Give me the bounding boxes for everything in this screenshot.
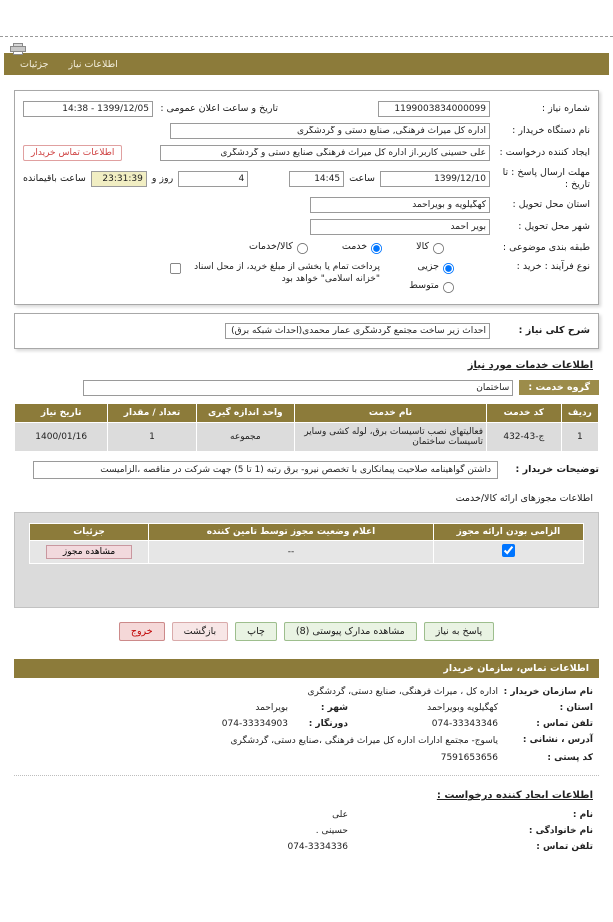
org-phone-label: تلفن تماس :: [536, 718, 593, 729]
buyer-notes-box: داشتن گواهینامه صلاحیت پیمانکاری با تخصص نیرو- برق رتبه (1 تا 5) جهت شرکت در مناقصه ،الزامیست: [33, 461, 498, 479]
need-description-label: شرح کلی نیاز :: [518, 324, 590, 336]
service-group-label: گروه خدمت :: [519, 380, 599, 395]
cell-service-name: فعالیتهای نصب تاسیسات برق، لوله کشی وسایر تاسیسات ساختمان: [295, 422, 487, 451]
creator-row: [23, 145, 590, 161]
org-postal-value: 7591653656: [440, 753, 498, 764]
print-icon[interactable]: [10, 43, 26, 58]
process-type-row: [23, 261, 590, 294]
col-service-code: کد خدمت: [487, 403, 562, 422]
exit-button[interactable]: خروج: [119, 622, 165, 641]
org-name-label: نام سازمان خریدار :: [503, 686, 593, 697]
licenses-table-header-row: [30, 523, 584, 540]
action-buttons-row: [0, 622, 613, 641]
tab-bar: [4, 53, 609, 75]
minor-radio-label: جزیی: [417, 260, 439, 272]
creator-info-block: [20, 810, 593, 852]
org-name-value: اداره کل ، میراث فرهنگی، صنایع دستی، گردشگری: [307, 686, 498, 697]
delivery-province-row: [23, 197, 590, 213]
deadline-hour-label: ساعت: [349, 172, 375, 184]
creator-phone-label: تلفن تماس :: [536, 842, 593, 853]
category-label: طبقه بندی موضوعی :: [502, 241, 590, 253]
licenses-panel: [14, 512, 599, 608]
creator-first-name-value: علی: [332, 810, 348, 821]
medium-radio-label: متوسط: [409, 279, 439, 291]
col-license-status: اعلام وضعیت مجوز توسط تامین کننده: [149, 523, 434, 540]
delivery-province-field[interactable]: [310, 197, 490, 213]
service-group-row: [14, 380, 599, 396]
process-type-label: نوع فرآیند : خرید :: [516, 260, 590, 272]
delivery-city-field[interactable]: [310, 219, 490, 235]
licenses-table: [29, 523, 584, 564]
goods-services-radio-label: کالا/خدمات: [249, 240, 293, 252]
buyer-org-field[interactable]: [170, 123, 490, 139]
org-address-label: آدرس ، نشانی :: [522, 734, 593, 745]
org-province-value: کهگیلویه وبویراحمد: [427, 702, 498, 713]
col-need-date: تاریخ نیاز: [15, 403, 108, 422]
col-service-name: نام خدمت: [295, 403, 487, 422]
treasury-checkbox[interactable]: [170, 263, 181, 274]
creator-first-name-label: نام :: [572, 810, 593, 821]
creator-label: ایجاد کننده درخواست :: [499, 147, 590, 159]
service-table-row: [15, 422, 599, 451]
col-row-number: ردیف: [561, 403, 598, 422]
process-options: [385, 261, 455, 294]
services-table: [14, 403, 599, 452]
announce-datetime-label: تاریخ و ساعت اعلان عمومی :: [160, 103, 278, 115]
view-attachments-button[interactable]: مشاهده مدارک پیوستی (8): [284, 622, 417, 641]
service-group-field[interactable]: [83, 380, 513, 396]
deadline-date-field[interactable]: [380, 171, 490, 187]
buyer-notes-label: توضیحات خریدار :: [515, 463, 599, 475]
creator-info-heading: اطلاعات ایجاد کننده درخواست :: [436, 790, 593, 802]
need-number-field[interactable]: [378, 101, 490, 117]
creator-phone-value: 074-3334336: [287, 842, 348, 853]
need-description-field[interactable]: [225, 323, 490, 339]
need-description-row: [23, 323, 590, 339]
org-address-value: یاسوج- مجتمع ادارات اداره کل میراث فرهنگی ،صنایع دستی، گردشگری: [230, 735, 498, 746]
buyer-contact-block: [20, 687, 593, 764]
buyer-contact-info-button[interactable]: اطلاعات تماس خریدار: [23, 145, 122, 161]
creator-first-name-row: [20, 810, 593, 820]
category-option-goods-services[interactable]: [249, 241, 309, 255]
category-row: [23, 241, 590, 255]
remaining-days-label: روز و: [151, 172, 174, 184]
org-postal-label: کد پستی :: [547, 753, 593, 764]
process-option-medium[interactable]: [385, 280, 455, 294]
org-city-value: بویراحمد: [255, 702, 288, 713]
top-divider: [0, 36, 613, 37]
org-name-row: [20, 687, 593, 697]
org-location-row: [20, 703, 593, 713]
creator-last-name-value: حسینی .: [315, 826, 348, 837]
goods-radio-label: کالا: [416, 240, 429, 252]
need-number-label: شماره نیاز :: [541, 103, 590, 115]
service-radio[interactable]: [371, 243, 382, 254]
buyer-org-row: [23, 123, 590, 139]
org-city-label: شهر :: [320, 702, 348, 713]
respond-to-need-button[interactable]: پاسخ به نیاز: [424, 622, 494, 641]
section-separator: [14, 775, 599, 776]
license-table-row: [30, 540, 584, 563]
creator-last-name-row: [20, 826, 593, 836]
col-license-details: جزئیات: [30, 523, 149, 540]
services-section-heading: اطلاعات خدمات مورد نیاز: [467, 359, 593, 371]
org-fax-label: دورنگار :: [308, 718, 348, 729]
cell-row-number: 1: [561, 422, 598, 451]
print-icon-tray: [13, 51, 23, 55]
medium-radio[interactable]: [443, 282, 454, 293]
tab-need-info[interactable]: اطلاعات نیاز: [68, 58, 118, 70]
cell-quantity: 1: [108, 422, 196, 451]
cell-license-required: [433, 540, 583, 563]
buyer-contact-section-header: اطلاعات تماس، سازمان خریدار: [14, 659, 599, 678]
org-postal-row: [20, 753, 593, 763]
treasury-payment-option[interactable]: [169, 261, 380, 285]
org-province-label: استان :: [559, 702, 593, 713]
minor-radio[interactable]: [443, 263, 454, 274]
org-phone-value: 074-33343346: [431, 718, 498, 729]
process-option-minor[interactable]: [385, 261, 455, 275]
need-description-box: [14, 313, 599, 349]
col-unit: واحد اندازه گیری: [196, 403, 295, 422]
view-license-button[interactable]: مشاهده مجوز: [46, 545, 132, 559]
cell-unit: مجموعه: [196, 422, 295, 451]
category-option-goods[interactable]: [416, 241, 445, 255]
buyer-org-label: نام دستگاه خریدار :: [512, 125, 590, 137]
org-address-row: [20, 735, 593, 748]
remaining-time-field[interactable]: [91, 171, 147, 187]
delivery-province-label: استان محل تحویل :: [512, 198, 590, 210]
org-phone-row: [20, 719, 593, 729]
delivery-city-label: شهر محل تحویل :: [518, 220, 590, 232]
services-table-header-row: [15, 403, 599, 422]
procurement-need-page: [0, 36, 613, 922]
delivery-city-row: [23, 219, 590, 235]
goods-radio[interactable]: [433, 243, 444, 254]
creator-field[interactable]: [160, 145, 490, 161]
cell-need-date: 1400/01/16: [15, 422, 108, 451]
print-button[interactable]: چاپ: [235, 622, 277, 641]
service-radio-label: خدمت: [341, 240, 368, 252]
remaining-time-label: ساعت باقیمانده: [23, 172, 86, 184]
buyer-notes-row: [14, 461, 599, 479]
deadline-row: [23, 167, 590, 191]
treasury-checkbox-label: پرداخت تمام یا بخشی از مبلغ خرید، از محل اسناد "خزانه اسلامی" خواهد بود: [194, 261, 380, 284]
deadline-label: مهلت ارسال پاسخ : تا تاریخ :: [502, 167, 590, 190]
creator-last-name-label: نام خانوادگی :: [528, 826, 593, 837]
cell-license-status: --: [149, 540, 434, 563]
need-number-row: [23, 101, 590, 117]
license-required-checkbox[interactable]: [502, 544, 515, 557]
tab-details[interactable]: جزئیات: [20, 58, 49, 70]
back-button[interactable]: بازگشت: [172, 622, 228, 641]
licenses-section-title: اطلاعات مجوزهای ارائه کالا/خدمت: [455, 492, 593, 504]
cell-license-details: [30, 540, 149, 563]
col-quantity: تعداد / مقدار: [108, 403, 196, 422]
col-license-required: الزامی بودن ارائه مجوز: [433, 523, 583, 540]
deadline-time-field[interactable]: [289, 171, 344, 187]
remaining-days-field[interactable]: [178, 171, 248, 187]
goods-services-radio[interactable]: [297, 243, 308, 254]
need-summary-form: [14, 90, 599, 305]
creator-phone-row: [20, 842, 593, 852]
category-option-service[interactable]: [342, 241, 383, 255]
announce-datetime-field[interactable]: [23, 101, 153, 117]
cell-service-code: ج-43-432: [487, 422, 562, 451]
org-fax-value: 074-33334903: [221, 718, 288, 729]
